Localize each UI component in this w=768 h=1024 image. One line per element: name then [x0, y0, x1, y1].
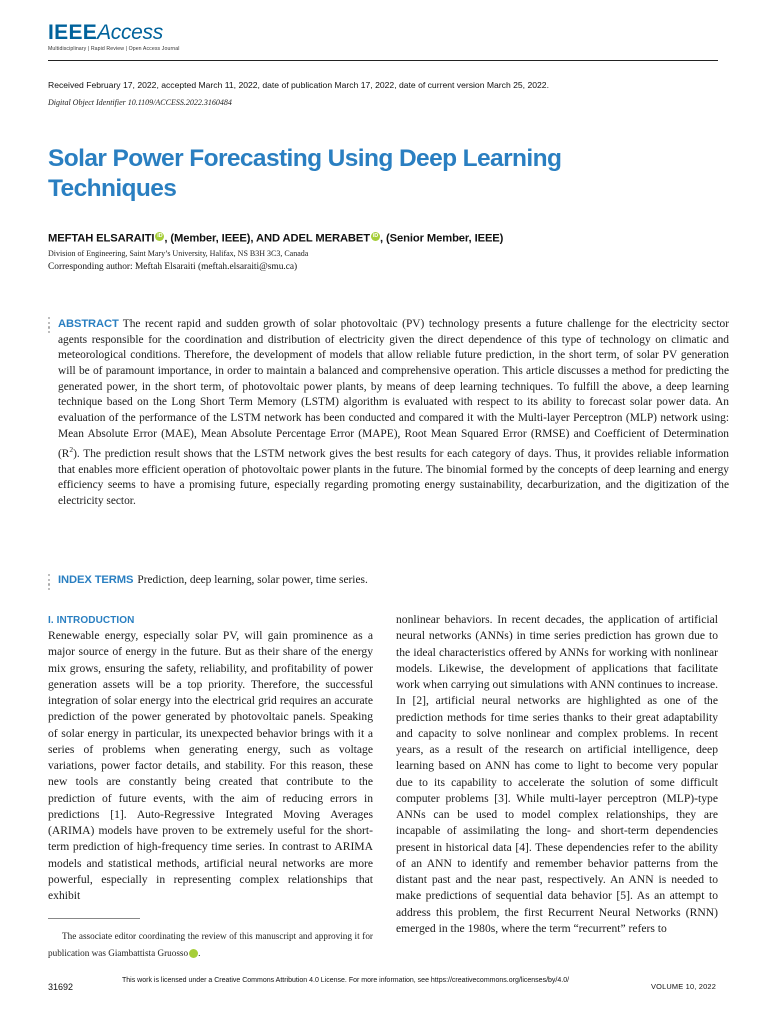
orcid-icon[interactable]: iD: [189, 949, 198, 958]
footnote-text: The associate editor coordinating the review of this manuscript and approving it for publication was Giambattista Gruosso: [48, 931, 373, 958]
logo-tagline: Multidisciplinary | Rapid Review | Open Access Journal: [48, 46, 180, 52]
index-terms-text: Prediction, deep learning, solar power, time series.: [137, 574, 368, 586]
intro-right-column: nonlinear behaviors. In recent decades, the application of artificial neural networks (ANNs) in time series prediction has grown due to the ideal characteristics offered by ANNs for working with nonlinear models. Likewise, the development of applications that facilitate work when carrying out simulations with ANN continues to increase. In [2], artificial neural networks are highlighted as one of the prediction methods for time series thanks to their great adaptability and capacity to solve nonlinear and complex problems. In recent years, as a result of the research on artificial intelligence, deep learning based on ANN has come to light to become very popular due to its capability to accelerate the solution of some difficult computer problems [3]. While multi-layer perceptron (MLP)-type ANNs can be used to model complex relationships, they are incapable of assimilating the long- and short-term dependencies present in historical data [4]. These dependencies refer to the ability of an ANN to identify and remember behavior patterns from the distant past and the near past, respectively. An ANN is needed to make predictions of sequential data behavior [5]. As an attempt to address this problem, the first Recurrent Neural Networks (RNN) emerged in the 1980s, where the term “recurrent” refers to: [396, 613, 718, 935]
paper-title: Solar Power Forecasting Using Deep Learning Techniques: [48, 145, 562, 202]
affiliation: Division of Engineering, Saint Mary’s University, Halifax, NS B3H 3C3, Canada: [48, 249, 309, 258]
journal-logo: [48, 22, 163, 44]
orcid-icon[interactable]: iD: [372, 233, 379, 239]
logo-ieee: IEEE: [48, 21, 98, 44]
author-2-role: , (Senior Member, IEEE): [380, 232, 504, 245]
orcid-icon[interactable]: iD: [157, 233, 163, 239]
footnote: [48, 928, 373, 962]
received-dates: Received February 17, 2022, accepted March 11, 2022, date of publication March 17, 2022, date of current version March 25, 2022.: [48, 80, 549, 90]
author-1-role: , (Member, IEEE), AND ADEL MERABET: [164, 232, 371, 245]
volume: VOLUME 10, 2022: [651, 982, 717, 991]
author-1: MEFTAH ELSARAITI: [48, 232, 155, 245]
author-line: [48, 232, 503, 245]
corresponding-author: Corresponding author: Meftah Elsaraiti (meftah.elsaraiti@smu.ca): [48, 262, 298, 272]
header-rule: [48, 60, 718, 61]
page-number: 31692: [48, 982, 74, 992]
abstract-dots-icon: [48, 317, 51, 335]
license-note: This work is licensed under a Creative Commons Attribution 4.0 License. For more information, see https://creativecommons.org/licenses/by/4.0/: [122, 977, 570, 984]
footnote-rule: [48, 918, 140, 919]
abstract-superscript: 2: [69, 445, 74, 455]
intro-left-column: Renewable energy, especially solar PV, will gain prominence as a major source of energy in the future. But as their share of the energy mix grows, ensuring the safety, reliability, and profitability of power generation assets will be a top priority. Therefore, the successful integration of solar energy into the electrical grid requires an accurate prediction of the power generated by photovoltaic panels. Speaking of solar energy in particular, its unexpected behavior brings with it a series of problems when generating energy, such as voltage variations, power factor details, and stability. For this reason, these new tools are constantly being created that contribute to the prediction of future events, with the aim of reducing errors in predictions [1]. Auto-Regressive Integrated Moving Averages (ARIMA) models have proven to be extremely useful for the short-term prediction of high-frequency time series. In contrast to ARIMA models and statistical methods, artificial neural networks are more powerful, especially in representing complex relationships that exhibit: [48, 629, 373, 902]
doi: Digital Object Identifier 10.1109/ACCESS.2022.3160484: [48, 98, 232, 107]
abstract-text-end: ). The prediction result shows that the LSTM network gives the best results for each category of days. Thus, it provides reliable information that enables more efficient operation of photovoltaic power plants in the future. The binomial formed by the concepts of deep learning and energy efficiency seems to have a promising future, especially regarding promoting energy sustainability, decarburization, and the digitization of the electricity sector.: [58, 448, 729, 508]
section-heading: I. INTRODUCTION: [48, 615, 135, 626]
abstract-label: ABSTRACT: [58, 318, 119, 330]
index-terms-label: INDEX TERMS: [58, 574, 134, 586]
index-terms: [58, 574, 368, 586]
abstract: [58, 317, 729, 510]
index-terms-dots-icon: [48, 574, 51, 592]
footnote-end: .: [198, 948, 201, 958]
logo-access: Access: [97, 21, 163, 44]
abstract-text: The recent rapid and sudden growth of solar photovoltaic (PV) technology presents a future challenge for the electricity sector agents responsible for the coordination and distribution of electricity given the direct dependence of this type of technology on climatic and meteorological conditions. Therefore, the development of models that allow reliable future prediction, in the short term, of solar PV generation will be of paramount importance, in order to maintain a balanced and comprehensive operation. This article discusses a method for predicting the generated power, in the short term, of photovoltaic power plants, by means of deep learning techniques. To fulfill the above, a deep learning technique based on the Long Short Term Memory (LSTM) algorithm is evaluated with respect to its ability to forecast solar power data. An evaluation of the performance of the LSTM network has been conducted and compared it with the Multi-layer Perceptron (MLP) network using: Mean Absolute Error (MAE), Mean Absolute Percentage Error (MAPE), Root Mean Squared Error (RMSE) and Coefficient of Determination (R: [58, 318, 729, 461]
